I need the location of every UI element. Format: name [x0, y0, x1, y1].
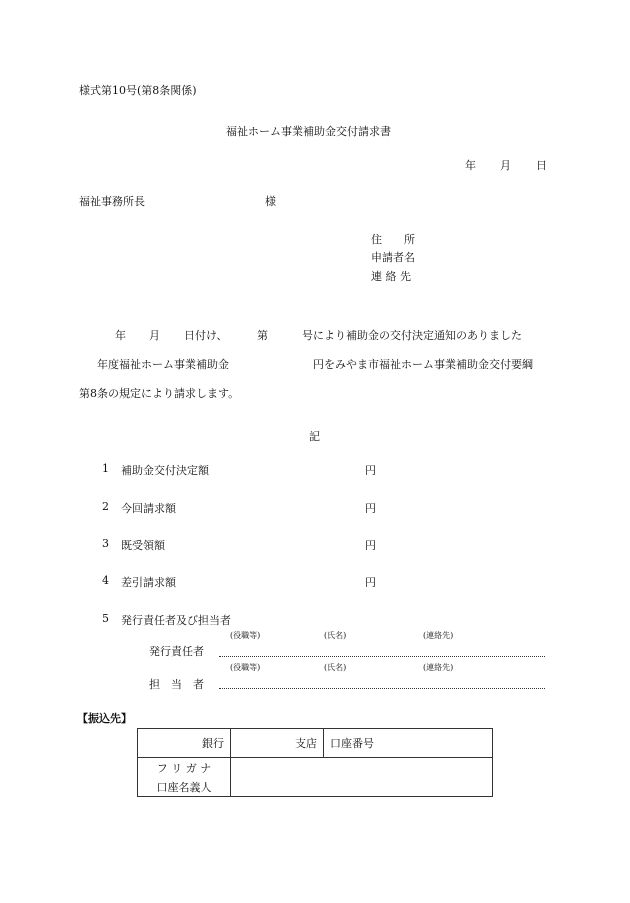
furigana-label: フ リ ガ ナ [156, 761, 212, 775]
addressee-office: 福祉事務所長 [79, 195, 145, 208]
contact-caption: (連絡先) [423, 663, 454, 672]
ki-heading: 記 [309, 430, 320, 443]
form-number: 様式第10号(第8条関係) [79, 84, 197, 97]
name-caption: (氏名) [324, 631, 347, 640]
contact-person-field[interactable] [219, 688, 545, 689]
item-label: 発行責任者及び担当者 [121, 614, 231, 627]
contact-person-label: 担 当 者 [149, 678, 204, 691]
item-unit: 円 [365, 539, 376, 552]
branch-cell[interactable] [231, 729, 324, 758]
item-number: 2 [102, 500, 109, 513]
item-label: 差引請求額 [121, 576, 176, 589]
responsible-person-field[interactable] [219, 656, 545, 657]
item-number: 5 [102, 612, 109, 625]
applicant-address-label: 住 所 [371, 233, 415, 246]
bank-label: 銀行 [202, 737, 224, 750]
account-number-label: 口座番号 [330, 737, 374, 750]
account-holder-field[interactable] [231, 758, 493, 797]
account-number-cell[interactable] [324, 729, 493, 758]
body-day: 日付け、 [184, 329, 228, 342]
body-line1-rest: 号により補助金の交付決定通知のありました [302, 329, 522, 342]
body-line2-b: 円をみやま市福祉ホーム事業補助金交付要綱 [313, 358, 533, 371]
body-month: 月 [149, 329, 160, 342]
item-number: 1 [102, 462, 109, 475]
body-line3: 第8条の規定により請求します。 [79, 387, 240, 400]
date-year: 年 [465, 159, 476, 172]
bank-table [137, 728, 493, 797]
item-label: 補助金交付決定額 [121, 464, 209, 477]
body-dai: 第 [257, 329, 268, 342]
transfer-heading: 【振込先】 [77, 712, 132, 725]
body-line2-a: 年度福祉ホーム事業補助金 [97, 358, 229, 371]
bank-cell[interactable] [138, 729, 231, 758]
item-number: 4 [102, 574, 109, 587]
item-label: 今回請求額 [121, 502, 176, 515]
body-year: 年 [115, 329, 126, 342]
name-caption: (氏名) [324, 663, 347, 672]
item-unit: 円 [365, 464, 376, 477]
item-label: 既受領額 [121, 539, 165, 552]
position-caption: (役職等) [230, 631, 261, 640]
holder-label: 口座名義人 [156, 780, 212, 794]
holder-label-cell [138, 777, 231, 797]
item-number: 3 [102, 537, 109, 550]
branch-label: 支店 [295, 737, 317, 750]
furigana-label-cell [138, 758, 231, 778]
applicant-name-label: 申請者名 [371, 251, 415, 264]
responsible-person-label: 発行責任者 [149, 645, 204, 658]
date-month: 月 [500, 159, 511, 172]
document-title: 福祉ホーム事業補助金交付請求書 [226, 125, 391, 138]
addressee-honorific: 様 [265, 195, 276, 208]
contact-caption: (連絡先) [423, 631, 454, 640]
position-caption: (役職等) [230, 663, 261, 672]
applicant-contact-label: 連 絡 先 [371, 270, 411, 283]
date-day: 日 [536, 159, 547, 172]
item-unit: 円 [365, 502, 376, 515]
item-unit: 円 [365, 576, 376, 589]
